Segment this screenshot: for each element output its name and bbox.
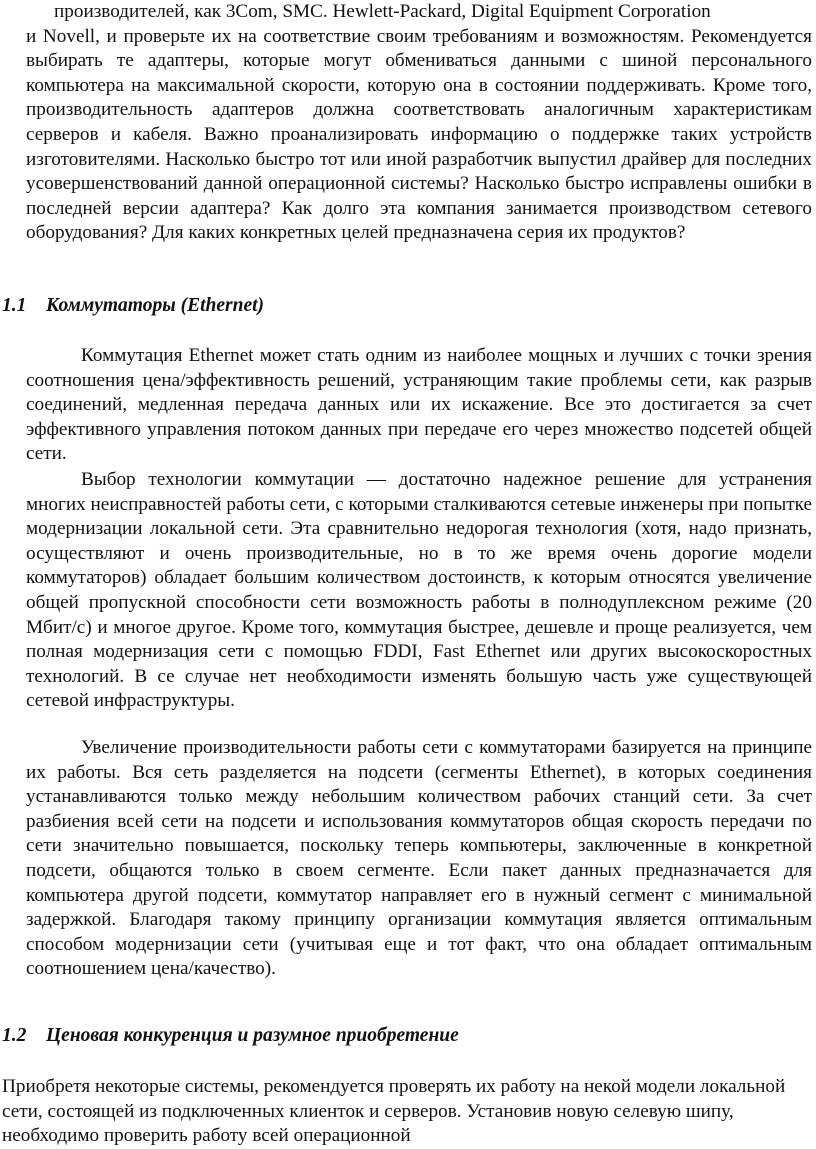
section-number: 1.2 [2, 1025, 27, 1046]
section-heading-1 [2, 295, 264, 317]
section1-paragraph-2: Выбор технологии коммутации — достаточно надежное решение для устранения многих неисправностей работы сети, с которыми сталкиваются сетевые инженеры при попытке модернизации локальной сети. Эта сравнительно недорогая технология (хотя, надо признать, осуществляют и очень производительные, но в то же время очень дорогие модели коммутаторов) обладает большим количеством достоинств, к которым относятся увеличение общей пропускной способности сети возможность работы в полнодуплексном режиме (20 Мбит/с) и многое другое. Кроме того, коммутация быстрее, дешевле и проще реализуется, чем полная модернизация сети с помощью FDDI, Fast Ethernet или других высокоскоростных технологий. В се случае нет необходимости изменять большую часть уже существующей сетевой инфраструктуры. [26, 469, 812, 712]
intro-paragraph-first-line: производителей, как 3Com, SMC. Hewlett-Packard, Digital Equipment Corporation [54, 1, 711, 22]
section-title: Коммутаторы (Ethernet) [46, 295, 265, 316]
section-title: Ценовая конкуренция и разумное приобретение [46, 1025, 459, 1046]
section1-paragraph-3: Увеличение производительности работы сети с коммутаторами базируется на принципе их работы. Вся сеть разделяется на подсети (сегменты Ethernet), в которых соединения устанавливаются только между небольшим количеством рабочих станций сети. За счет разбиения всей сети на подсети и использования коммутаторов общая скорость передачи по сети значительно повышается, поскольку теперь компьютеры, заключенные в конкретной подсети, общаются только в своем сегменте. Если пакет данных предназначается для компьютера другой подсети, коммутатор направляет его в нужный сегмент с минимальной задержкой. Благодаря такому принципу организации коммутация является оптимальным способом модернизации сети (учитывая еще и тот факт, что она обладает оптимальным соотношением цена/качество). [26, 737, 812, 980]
intro-paragraph: и Novell, и проверьте их на соответствие своим требованиям и возможностям. Рекомендуется выбирать те адаптеры, которые могут обмениваться данными с шиной персонального компьютера на максимальной скорости, которую она в состоянии поддерживать. Кроме того, производительность адаптеров должна соответствовать аналогичным характеристикам серверов и кабеля. Важно проанализировать информацию о поддержке таких устройств изготовителями. Насколько быстро тот или иной разработчик выпустил драйвер для последних усовершенствований данной операционной системы? Насколько быстро исправлены ошибки в последней версии адаптера? Как долго эта компания занимается производством сетевого оборудования? Для каких конкретных целей предназначена серия их продуктов? [26, 25, 812, 244]
section-number: 1.1 [2, 295, 27, 316]
section-heading-2 [2, 1025, 459, 1047]
section2-paragraph: Приобретя некоторые системы, рекомендуется проверять их работу на некой модели локальной сети, состоящей из подключенных клиенток и серверов. Установив новую селевую шипу, необходимо проверить работу всей операционной [2, 1076, 786, 1147]
section1-paragraph-1: Коммутация Ethernet может стать одним из наиболее мощных и лучших с точки зрения соотношения цена/эффективность решений, устраняющим такие проблемы сети, как разрыв соединений, медленная передача данных или их искажение. Все это достигается за счет эффективного управления потоком данных при передаче его через множество подсетей общей сети. [26, 345, 812, 465]
